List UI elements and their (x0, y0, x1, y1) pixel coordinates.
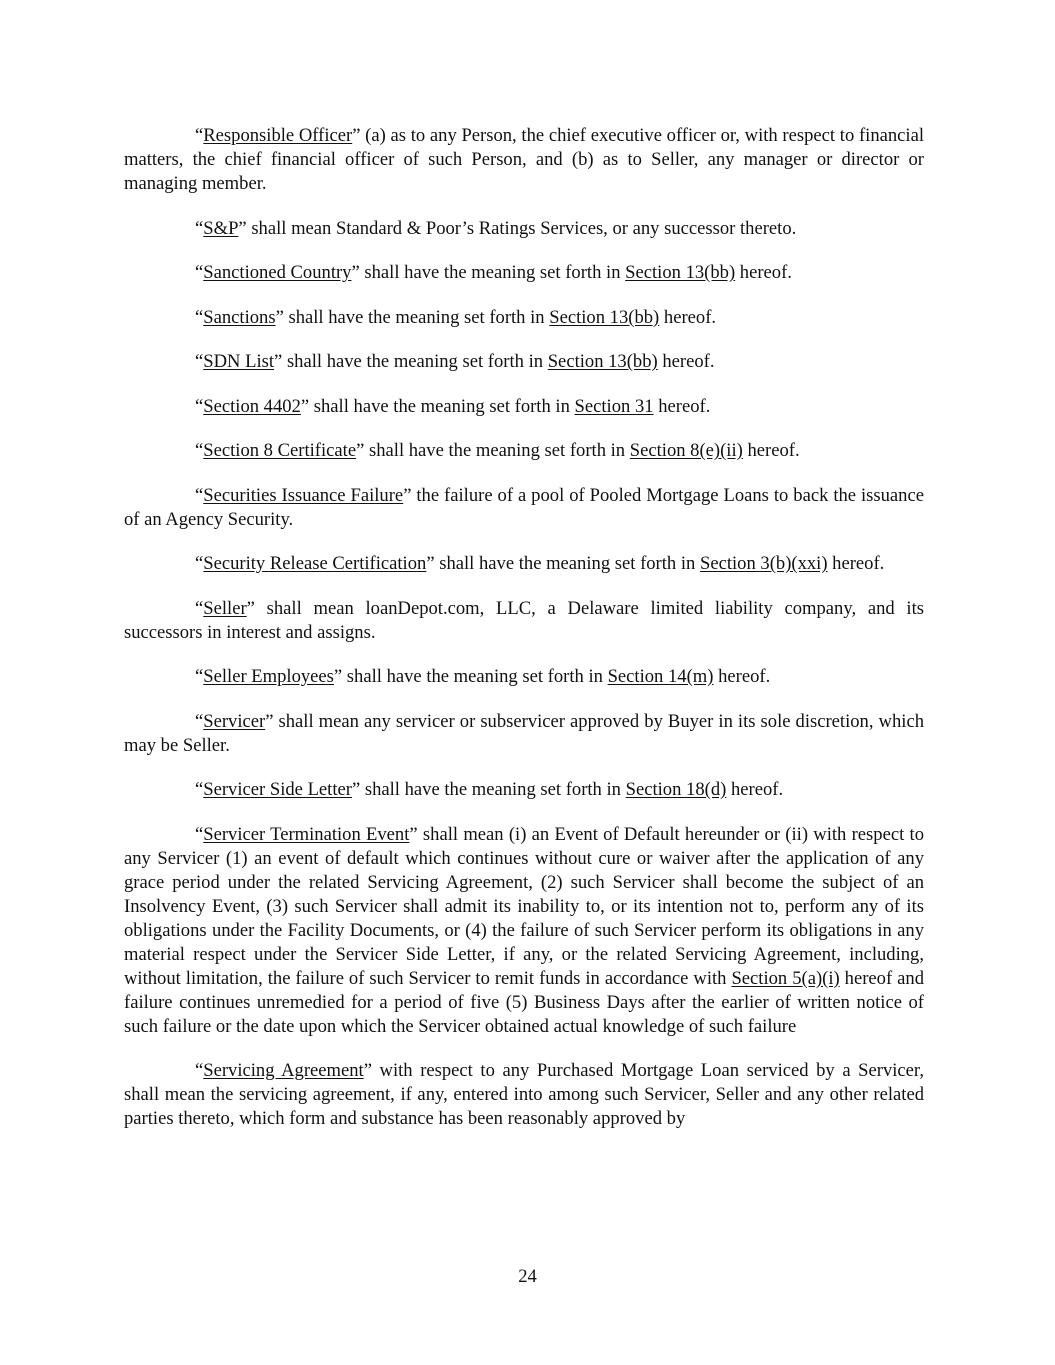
page-number: 24 (518, 1266, 537, 1287)
section-reference: Section 14(m) (607, 666, 714, 687)
section-reference: Section 8(e)(ii) (629, 440, 743, 461)
definition-text: “ (195, 1060, 204, 1081)
definition-text: “ (195, 484, 204, 506)
definition-paragraph (124, 439, 924, 463)
section-reference: Section 31 (574, 395, 654, 417)
definition-text: ” shall have the meaning set forth in (275, 306, 550, 328)
document-page (124, 124, 924, 1152)
definition-text: ” shall have the meaning set forth in (274, 351, 548, 372)
definition-text: “ (195, 125, 204, 146)
definition-text: “ (195, 306, 204, 328)
definition-text: ” (a) as to any Person, the chief executive officer or, with respect to financial matters, the chief financial officer of such Person, and (b) as to Seller, any manager or director or managing member. (124, 125, 924, 194)
definition-text: “ (195, 597, 204, 619)
definition-paragraph (124, 484, 924, 532)
definition-text: ” shall have the meaning set forth in (351, 779, 626, 800)
definition-text: ” shall have the meaning set forth in (426, 553, 700, 574)
definition-paragraph (124, 124, 924, 196)
defined-term: Seller (203, 597, 247, 619)
definition-text: ” shall mean loanDepot.com, LLC, a Delaware limited liability company, and its successors in interest and assigns. (124, 597, 924, 643)
definition-paragraph (124, 1059, 924, 1131)
definition-text: “ (195, 395, 204, 417)
definition-paragraph (124, 597, 924, 645)
definitions-list (124, 124, 924, 1131)
definition-text: ” shall mean any servicer or subservicer approved by Buyer in its sole discretion, which may be Seller. (124, 710, 924, 756)
definition-text: “ (195, 217, 204, 239)
definition-text: hereof. (713, 666, 771, 687)
definition-text: hereof. (827, 553, 885, 574)
definition-text: ” shall have the meaning set forth in (333, 666, 608, 687)
defined-term: Section 4402 (203, 395, 301, 417)
definition-text: “ (195, 666, 204, 687)
definition-text: hereof. (726, 779, 784, 800)
section-reference: Section 13(bb) (547, 351, 658, 372)
definition-text: ” the failure of a pool of Pooled Mortgage Loans to back the issuance of an Agency Security. (124, 484, 924, 530)
definition-text: ” shall have the meaning set forth in (351, 262, 626, 283)
definition-text: hereof and failure continues unremedied for a period of five (5) Business Days after the earlier of written notice of such failure or the date upon which the Servicer obtained actual knowledge of such failure (124, 967, 924, 1037)
definition-text: hereof. (659, 306, 717, 328)
definition-paragraph (124, 395, 924, 419)
definition-paragraph (124, 217, 924, 241)
defined-term: Servicer Termination Event (203, 823, 410, 845)
defined-term: Sanctions (203, 306, 276, 328)
definition-paragraph (124, 350, 924, 374)
definition-paragraph (124, 552, 924, 576)
definition-text: hereof. (653, 395, 711, 417)
section-reference: Section 3(b)(xxi) (699, 553, 828, 574)
definition-paragraph (124, 710, 924, 758)
defined-term: Sanctioned Country (203, 262, 352, 283)
definition-text: hereof. (735, 262, 792, 283)
definition-text: “ (195, 553, 204, 574)
section-reference: Section 18(d) (625, 779, 727, 800)
definition-text: “ (195, 823, 204, 845)
definition-paragraph (124, 261, 924, 285)
definition-text: “ (195, 779, 204, 800)
definition-text: ” shall mean (i) an Event of Default hereunder or (ii) with respect to any Servicer (1) an event of default which continues without cure or waiver after the application of any grace period under the related Servicing Agreement, (2) such Servicer shall become the subject of an Insolvency Event, (3) such Servicer shall admit its inability to, or its intention not to, perform any of its obligations under the Facility Documents, or (4) the failure of such Servicer perform its obligations in any material respect under the Servicer Side Letter, if any, or the related Servicing Agreement, including, without limitation, the failure of such Servicer to remit funds in accordance with (124, 823, 924, 989)
definition-text: ” with respect to any Purchased Mortgage Loan serviced by a Servicer, shall mean the servicing agreement, if any, entered into among such Servicer, Seller and any other related parties thereto, which form and substance has been reasonably approved by (124, 1060, 925, 1129)
section-reference: Section 5(a)(i) (731, 967, 840, 989)
definition-paragraph (124, 665, 924, 689)
defined-term: S&P (203, 217, 239, 239)
defined-term: Responsible Officer (203, 125, 353, 146)
definition-text: hereof. (657, 351, 715, 372)
definition-text: ” shall have the meaning set forth in (356, 440, 630, 461)
defined-term: Servicer Side Letter (203, 779, 352, 800)
defined-term: Security Release Certification (203, 553, 427, 574)
defined-term: Servicing Agreement (203, 1060, 364, 1081)
defined-term: Section 8 Certificate (203, 440, 357, 461)
definition-text: ” shall mean Standard & Poor’s Ratings Services, or any successor thereto. (238, 217, 797, 239)
defined-term: Servicer (203, 710, 266, 732)
definition-paragraph (124, 306, 924, 330)
defined-term: Seller Employees (203, 666, 334, 687)
definition-text: “ (195, 351, 204, 372)
section-reference: Section 13(bb) (549, 306, 660, 328)
definition-text: “ (195, 710, 204, 732)
definition-text: ” shall have the meaning set forth in (300, 395, 575, 417)
defined-term: SDN List (203, 351, 275, 372)
definition-text: hereof. (742, 440, 800, 461)
definition-paragraph (124, 778, 924, 802)
defined-term: Securities Issuance Failure (203, 484, 404, 506)
section-reference: Section 13(bb) (625, 262, 736, 283)
definition-text: “ (195, 440, 204, 461)
definition-paragraph (124, 823, 924, 1039)
definition-text: “ (195, 262, 204, 283)
